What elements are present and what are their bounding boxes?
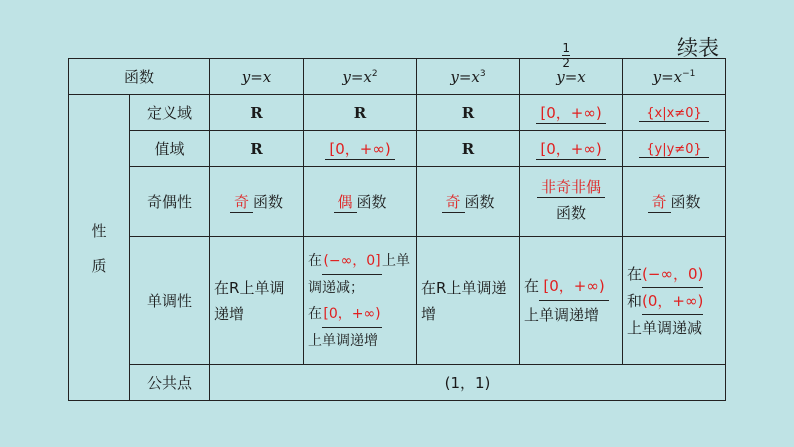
parity-1: 奇 函数: [210, 167, 304, 237]
label-domain: 定义域: [130, 95, 210, 131]
mono-1: 在R上单调递增: [210, 237, 304, 365]
header-fn-5: $y=x^{-1}$: [623, 59, 726, 95]
domain-4: [0，+∞): [520, 95, 623, 131]
range-4: [0，+∞): [520, 131, 623, 167]
domain-2: R: [304, 95, 417, 131]
parity-5: 奇 函数: [623, 167, 726, 237]
range-2: [0，+∞): [304, 131, 417, 167]
domain-1: R: [210, 95, 304, 131]
parity-4: 非奇非偶 函数: [520, 167, 623, 237]
common-point-value: (1，1): [210, 365, 726, 401]
label-parity: 奇偶性: [130, 167, 210, 237]
header-row: [69, 59, 726, 95]
header-fn-3: $y=x^3$: [417, 59, 520, 95]
mono-3: 在R上单调递增: [417, 237, 520, 365]
row-domain: [69, 95, 726, 131]
mono-5: 在(−∞，0) 和(0，+∞) 上单调递减: [623, 237, 726, 365]
domain-3: R: [417, 95, 520, 131]
range-5: {y|y≠0}: [623, 131, 726, 167]
range-3: R: [417, 131, 520, 167]
row-parity: [69, 167, 726, 237]
domain-5: {x|x≠0}: [623, 95, 726, 131]
header-fn-1: y=x: [210, 59, 304, 95]
range-1: R: [210, 131, 304, 167]
continued-label: 续表: [677, 36, 719, 60]
mono-4: 在 [0，+∞) 上单调递增: [520, 237, 623, 365]
row-range: [69, 131, 726, 167]
parity-2: 偶 函数: [304, 167, 417, 237]
label-range: 值域: [130, 131, 210, 167]
mono-2: 在(−∞，0]上单调递减； 在[0，+∞) 上单调递增: [304, 237, 417, 365]
header-fn-4: y=x 1 2: [520, 59, 623, 95]
header-label: 函数: [69, 59, 210, 95]
header-fn-2: $y=x^2$: [304, 59, 417, 95]
parity-3: 奇 函数: [417, 167, 520, 237]
label-monotonic: 单调性: [130, 237, 210, 365]
row-monotonic: [69, 237, 726, 365]
label-common-point: 公共点: [130, 365, 210, 401]
row-common-point: [69, 365, 726, 401]
group-label: 性 质: [69, 95, 130, 401]
